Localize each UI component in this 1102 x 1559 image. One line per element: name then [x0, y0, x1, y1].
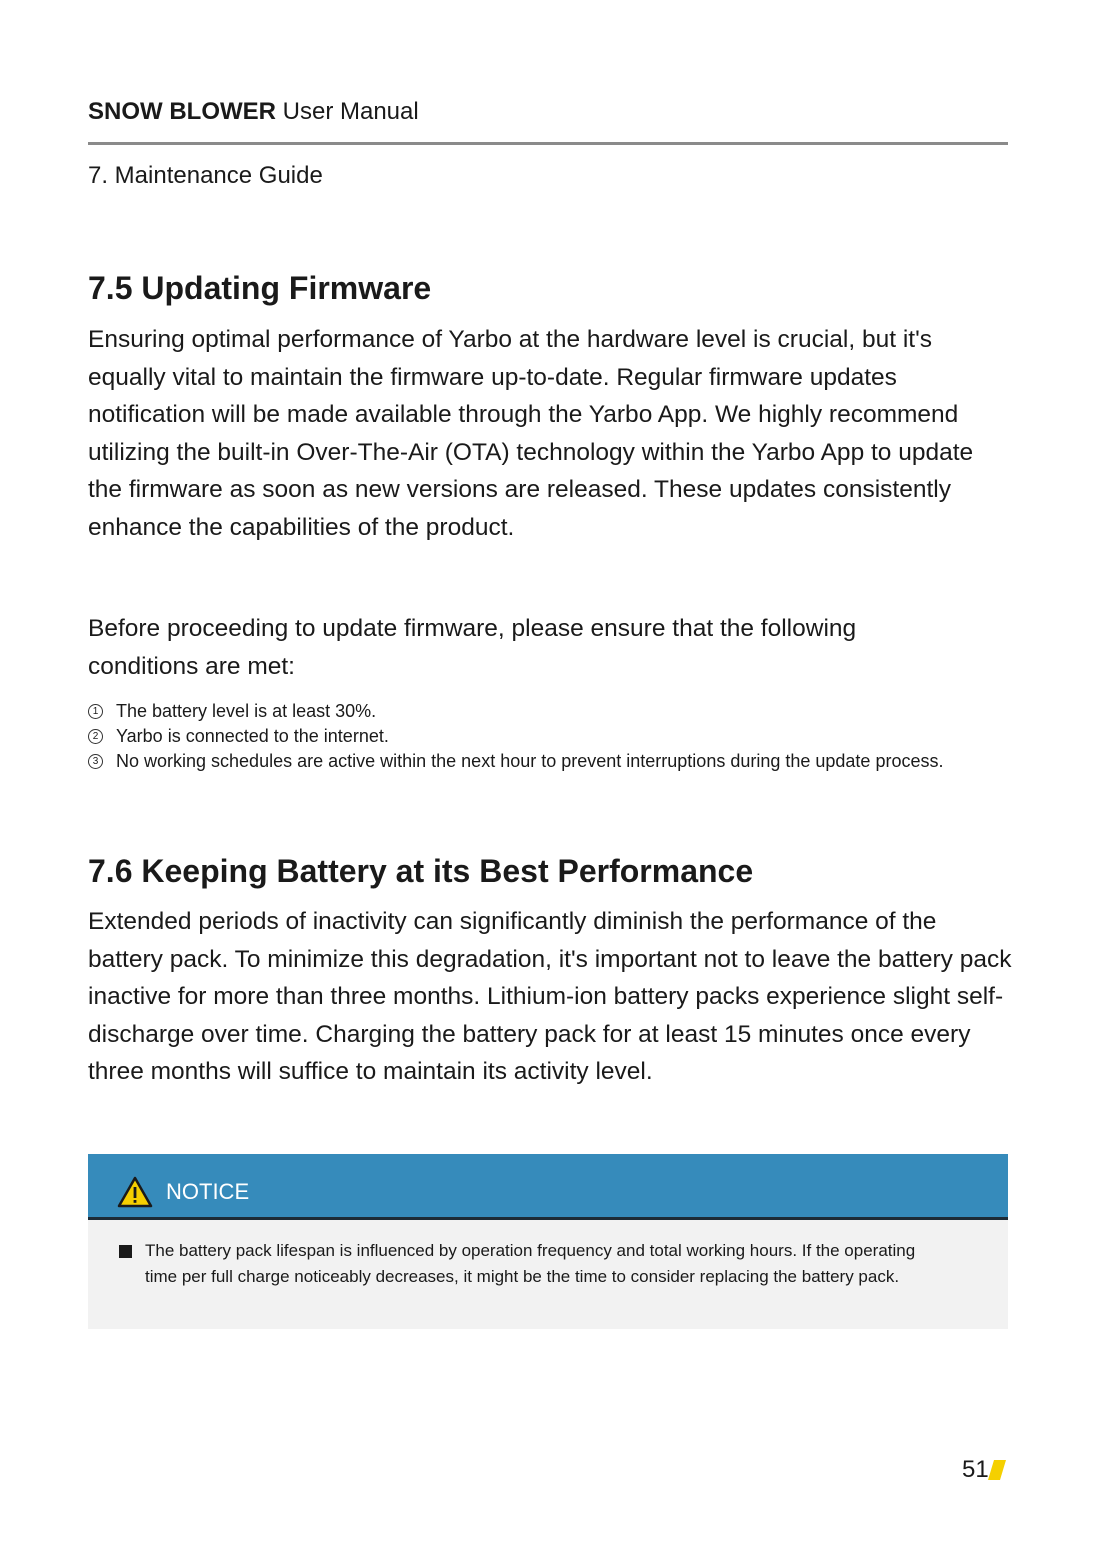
circled-number: 2 — [88, 729, 103, 744]
firmware-conditions-list — [88, 699, 988, 774]
notice-box — [88, 1154, 1008, 1329]
condition-text: The battery level is at least 30%. — [116, 701, 377, 721]
product-name: SNOW BLOWER — [88, 98, 276, 125]
header-divider — [88, 142, 1008, 145]
list-item — [88, 699, 988, 724]
battery-paragraph: Extended periods of inactivity can significantly diminish the performance of the battery pack. To minimize this degradation, it's important not to leave the battery pack inactive for more than three months. Lithium-ion battery packs experience slight self-discharge over time. Charging the battery pack for at least 15 minutes once every three months will suffice to maintain its activity level. — [88, 908, 1012, 1086]
manual-subtitle: User Manual — [275, 98, 419, 125]
notice-header — [88, 1154, 1008, 1220]
list-item — [88, 724, 988, 749]
manual-title — [88, 96, 1008, 128]
chapter-title: 7. Maintenance Guide — [88, 162, 323, 189]
page-header — [88, 96, 1008, 189]
bullet-square-icon — [119, 1245, 132, 1258]
firmware-intro-paragraph: Ensuring optimal performance of Yarbo at the hardware level is crucial, but it's equally vital to maintain the firmware up-to-date. Regular firmware updates notification will be made available through the Yarbo App. We highly recommend utilizing the built-in Over-The-Air (OTA) technology within the Yarbo App to update the firmware as soon as new versions are released. These updates consistently enhance the capabilities of the product. — [88, 326, 974, 541]
circled-number: 3 — [88, 754, 103, 769]
list-item — [88, 749, 988, 774]
section-title-updating-firmware: 7.5 Updating Firmware — [88, 270, 432, 306]
circled-number: 1 — [88, 704, 103, 719]
section-title-battery-performance: 7.6 Keeping Battery at its Best Performance — [88, 853, 754, 889]
page-number: 51 — [962, 1456, 989, 1483]
page-accent-mark — [988, 1460, 1006, 1480]
condition-text: No working schedules are active within the next hour to prevent interruptions during the update process. — [116, 751, 944, 771]
firmware-conditions-intro: Before proceeding to update firmware, please ensure that the following conditions are met: — [88, 615, 857, 680]
condition-text: Yarbo is connected to the internet. — [116, 726, 389, 746]
notice-text: The battery pack lifespan is influenced by operation frequency and total working hours. If the operating time per full charge noticeably decreases, it might be the time to consider replacing the battery pack. — [145, 1241, 916, 1286]
notice-title: NOTICE — [166, 1179, 250, 1204]
warning-triangle-icon — [117, 1176, 153, 1208]
